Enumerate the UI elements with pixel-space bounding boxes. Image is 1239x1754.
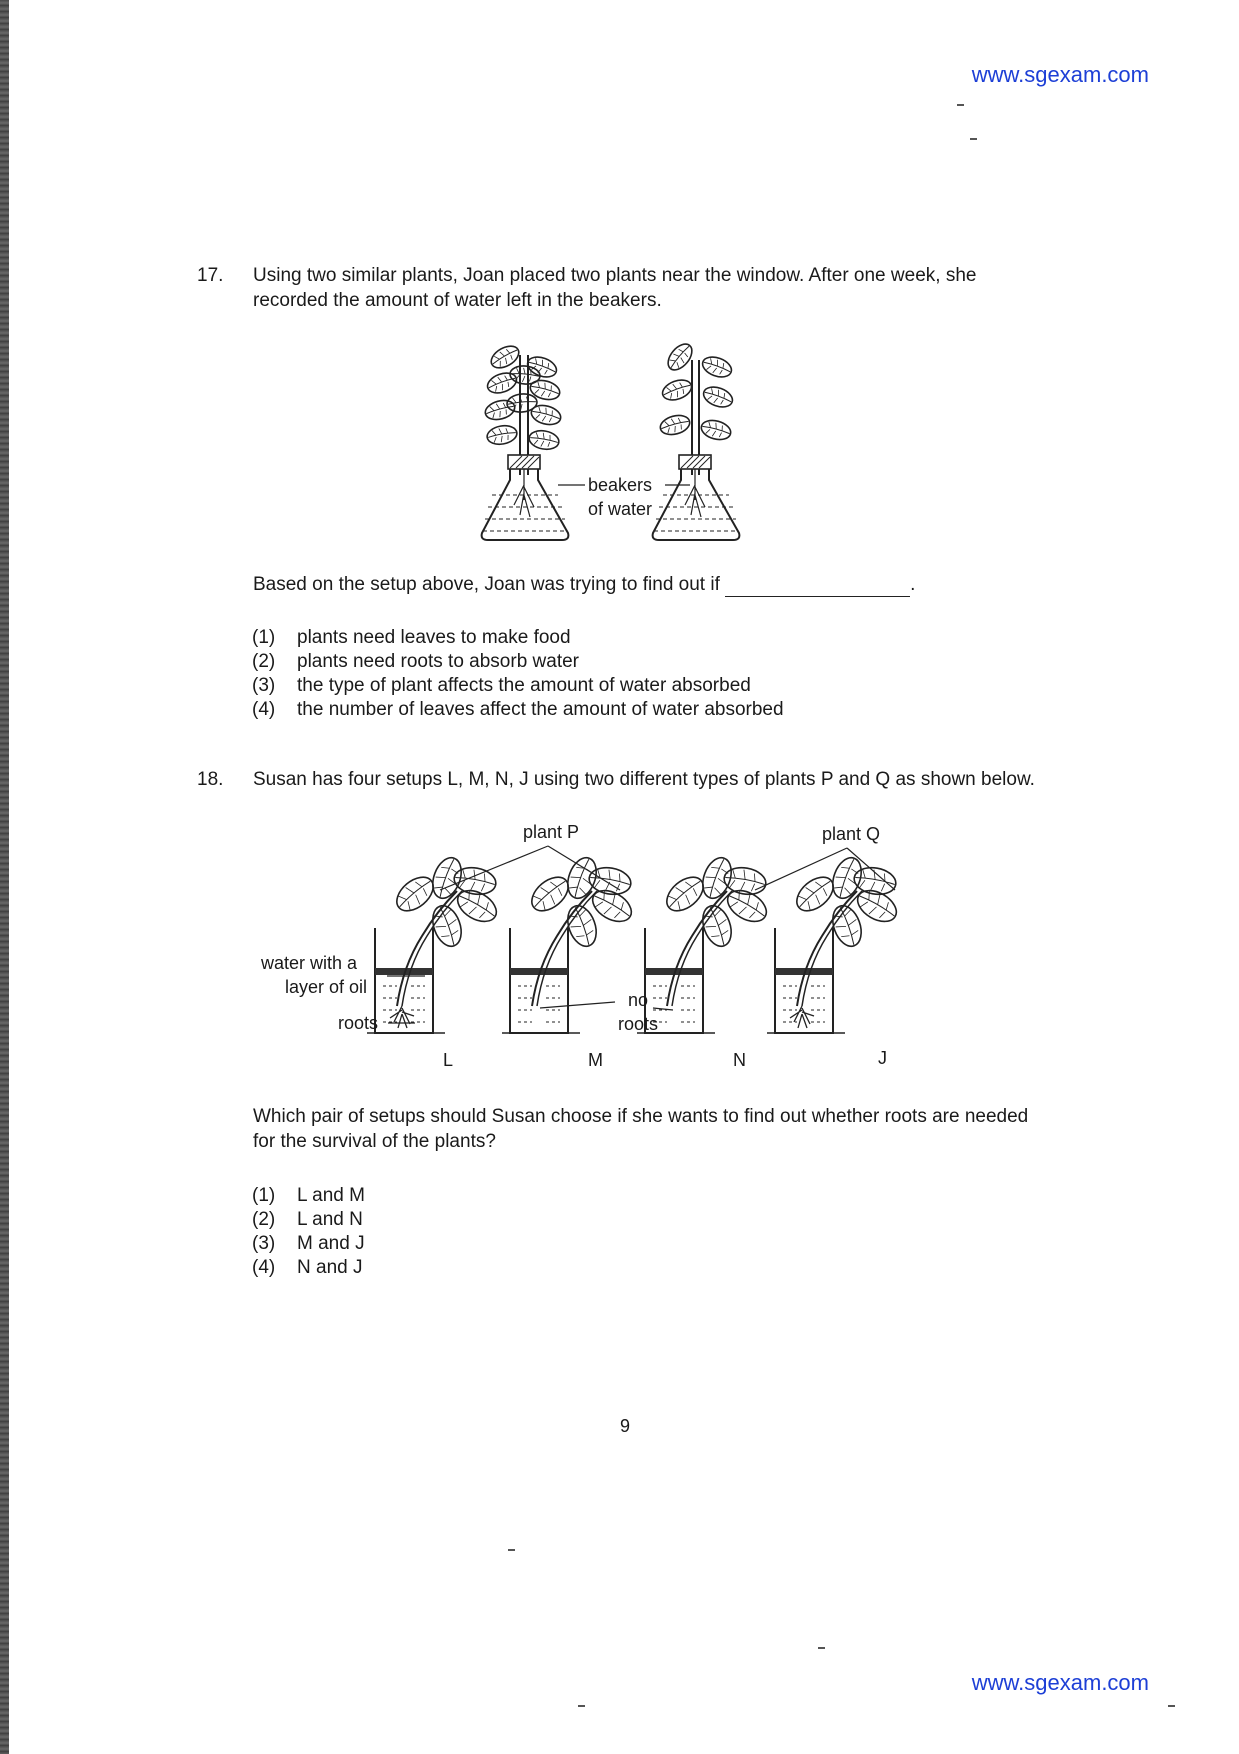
option-number: (4) [252, 699, 276, 720]
site-link-top[interactable]: www.sgexam.com [971, 62, 1149, 87]
label-water-line2: layer of oil [285, 977, 368, 997]
option-2[interactable] [252, 1208, 365, 1232]
option-number: (1) [252, 1185, 276, 1206]
punctuation: . [910, 574, 916, 595]
scan-speck [970, 138, 977, 140]
option-number: (4) [252, 1257, 276, 1278]
setup-N [637, 854, 772, 1033]
label-no: no [628, 990, 649, 1010]
question-18-prompt [197, 1104, 1047, 1154]
option-text: M and J [297, 1233, 365, 1254]
page-number: 9 [619, 1416, 630, 1436]
scan-edge [0, 0, 9, 1754]
option-3[interactable] [252, 1232, 365, 1256]
option-3[interactable] [252, 674, 784, 698]
question-number: 18. [197, 769, 224, 790]
figure-q18-setups [255, 818, 1015, 1078]
label-setup-N: N [733, 1050, 746, 1070]
question-number: 17. [197, 265, 224, 286]
label-no-roots: roots [618, 1014, 659, 1034]
option-number: (1) [252, 627, 276, 648]
prompt-text: Based on the setup above, Joan was trying to find out if [253, 574, 720, 595]
option-1[interactable] [252, 626, 784, 650]
figure-q17-beakers [470, 335, 770, 545]
label-plant-q: plant Q [822, 824, 881, 844]
option-text: the number of leaves affect the amount of water absorbed [297, 699, 784, 720]
question-text: Using two similar plants, Joan placed two plants near the window. After one week, she recorded the amount of water left in the beakers. [253, 265, 977, 311]
option-1[interactable] [252, 1184, 365, 1208]
option-text: the type of plant affects the amount of water absorbed [297, 675, 751, 696]
scan-speck [578, 1705, 585, 1707]
figure-label-of-water: of water [588, 499, 653, 519]
option-number: (2) [252, 1209, 276, 1230]
option-text: L and M [297, 1185, 365, 1206]
scan-speck [1168, 1705, 1175, 1707]
plant-few-leaves [653, 340, 740, 540]
label-setup-L: L [443, 1050, 454, 1070]
label-setup-J: J [878, 1048, 887, 1068]
option-text: L and N [297, 1209, 363, 1230]
q17-options [252, 626, 784, 722]
figure-label-beakers: beakers [588, 475, 653, 495]
option-text: N and J [297, 1257, 363, 1278]
question-17 [197, 263, 1047, 313]
label-water-line1: water with a [261, 953, 358, 973]
option-number: (3) [252, 675, 276, 696]
question-18 [197, 767, 1047, 792]
option-number: (2) [252, 651, 276, 672]
label-roots: roots [338, 1013, 379, 1033]
label-setup-M: M [588, 1050, 603, 1070]
label-plant-p: plant P [523, 822, 580, 842]
answer-blank [725, 578, 910, 597]
question-text: Susan has four setups L, M, N, J using two different types of plants P and Q as shown below. [253, 769, 1035, 790]
option-text: plants need roots to absorb water [297, 651, 580, 672]
q18-options [252, 1184, 365, 1280]
prompt-text: Which pair of setups should Susan choose if she wants to find out whether roots are needed for the survival of the plants? [253, 1106, 1029, 1152]
setup-L [367, 854, 502, 1033]
question-17-prompt [197, 572, 1047, 597]
option-text: plants need leaves to make food [297, 627, 571, 648]
scan-speck [508, 1549, 515, 1551]
option-number: (3) [252, 1233, 276, 1254]
scan-speck [957, 104, 964, 106]
option-4[interactable] [252, 698, 784, 722]
option-4[interactable] [252, 1256, 365, 1280]
scan-speck [818, 1647, 825, 1649]
setup-J [767, 854, 902, 1033]
site-link-bottom[interactable]: www.sgexam.com [971, 1670, 1149, 1695]
option-2[interactable] [252, 650, 784, 674]
plant-many-leaves [482, 342, 569, 540]
